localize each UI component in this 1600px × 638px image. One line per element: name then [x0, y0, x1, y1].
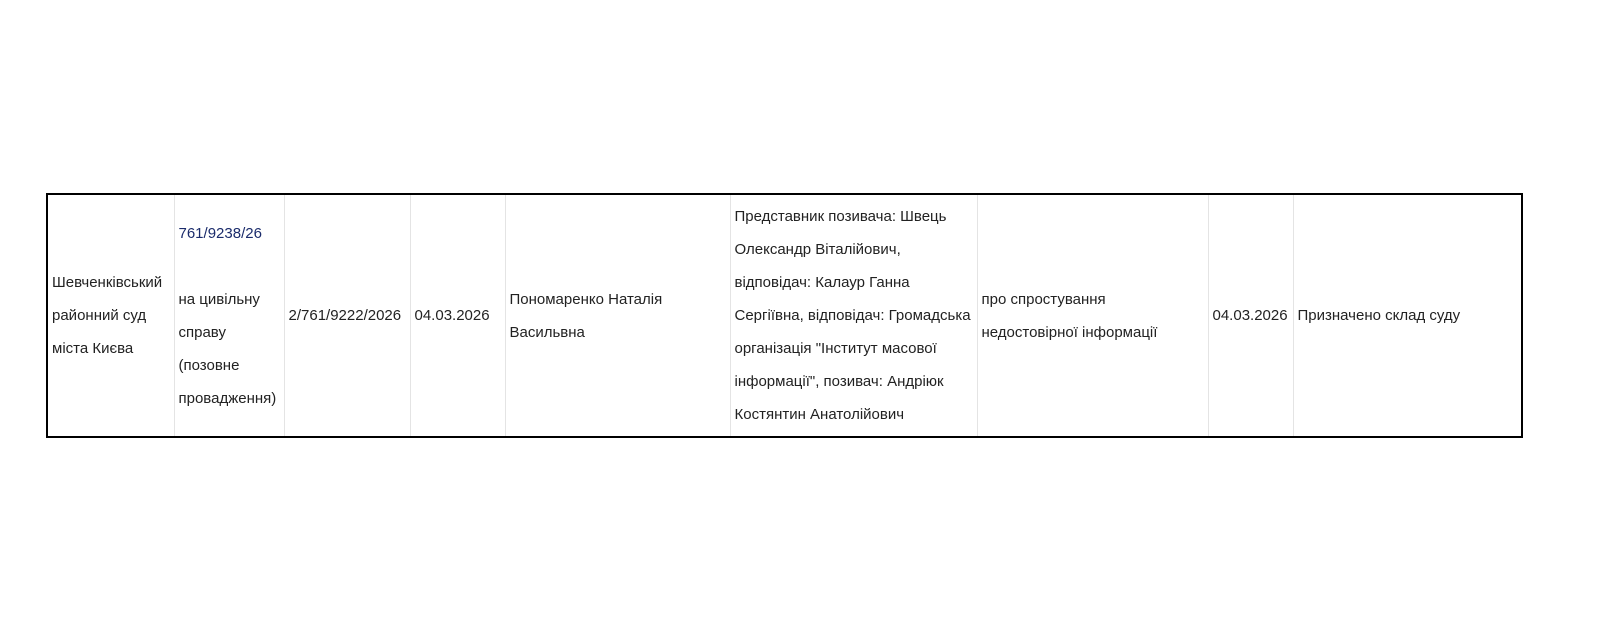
proceeding-number-cell [284, 194, 410, 437]
table-row [47, 194, 1522, 437]
parties-text: Представник позивача: Швець Олександр Віталійович, відповідач: Калаур Ганна Сергіївна, відповідач: Громадська організація "Інститут масової інформації", позивач: Андріюк Костянтин Анатолійович [734, 208, 971, 423]
court-name: Шевченківський районний суд міста Києва [52, 274, 163, 357]
court-cases-table [46, 193, 1523, 438]
case-kind: на цивільну справу (позовне провадження) [178, 290, 277, 407]
judge-cell [505, 194, 730, 437]
court-cell [47, 194, 174, 437]
case-number-link[interactable]: 761/9238/26 [178, 224, 262, 242]
registration-date-cell [410, 194, 505, 437]
event-date-cell [1208, 194, 1293, 437]
case-cell [174, 194, 284, 437]
subject-cell [977, 194, 1208, 437]
event-date: 04.03.2026 [1212, 307, 1288, 324]
case-status: Призначено склад суду [1297, 307, 1461, 324]
registration-date: 04.03.2026 [414, 307, 490, 324]
judge-name: Пономаренко Наталія Васильвна [509, 290, 663, 341]
proceeding-number: 2/761/9222/2026 [288, 307, 402, 324]
parties-cell [730, 194, 977, 437]
status-cell [1293, 194, 1522, 437]
case-subject: про спростування недостовірної інформації [981, 290, 1158, 341]
spacer [179, 250, 280, 283]
